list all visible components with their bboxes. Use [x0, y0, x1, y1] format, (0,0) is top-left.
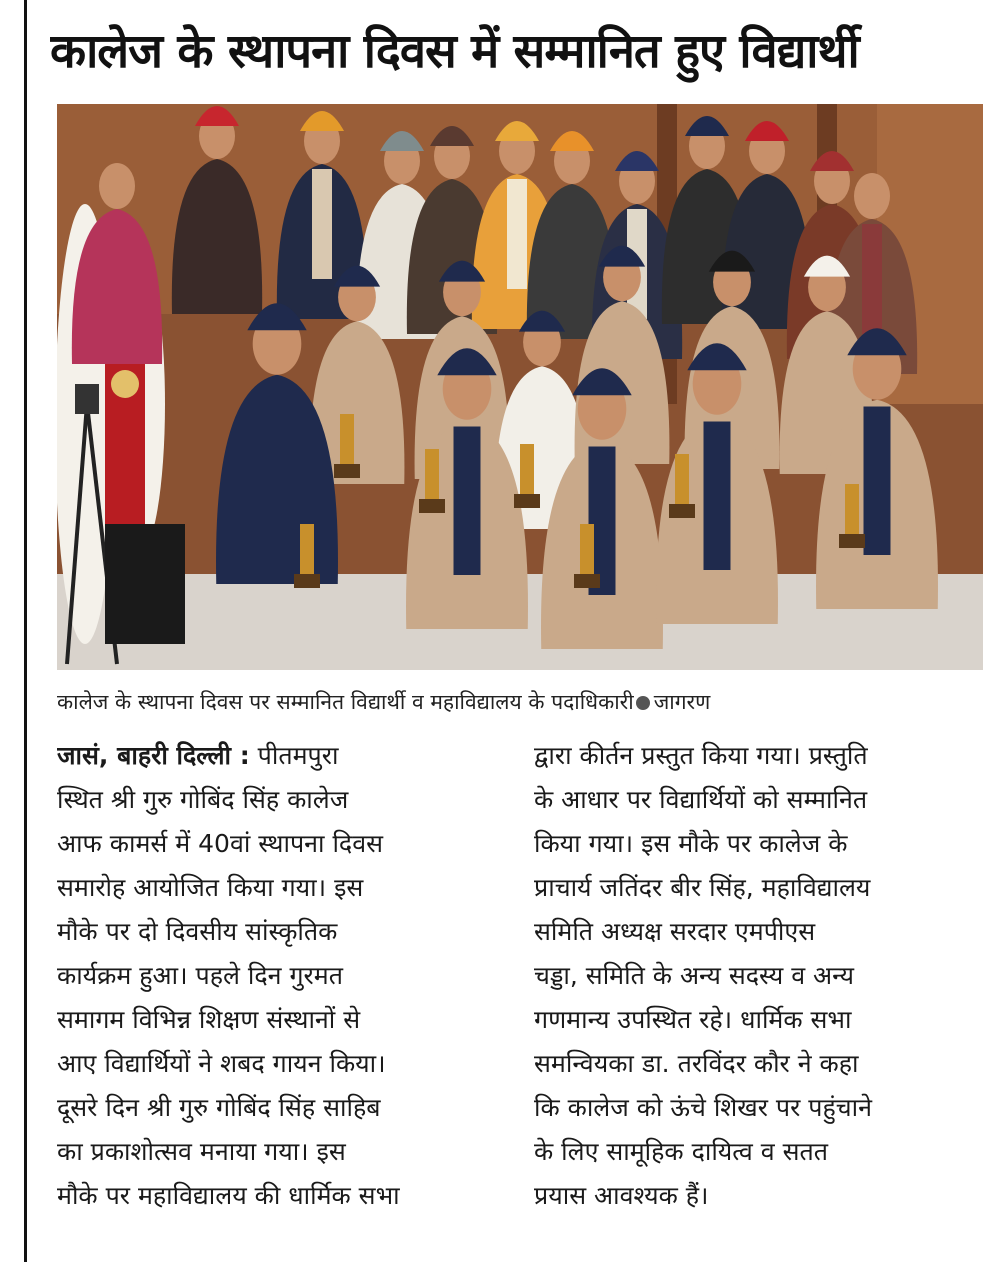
article-line: के लिए सामूहिक दायित्व व सतत	[534, 1137, 829, 1166]
article-line: के आधार पर विद्यार्थियों को सम्मानित	[534, 785, 868, 814]
caption-text: कालेज के स्थापना दिवस पर सम्मानित विद्यार्थी व महाविद्यालय के पदाधिकारी	[57, 690, 634, 714]
article-line: स्थित श्री गुरु गोबिंद सिंह कालेज	[57, 785, 349, 814]
article-line: समन्वियका डा. तरविंदर कौर ने कहा	[534, 1049, 859, 1078]
article-line: आफ कामर्स में 40वां स्थापना दिवस	[57, 829, 383, 858]
news-photo	[57, 104, 983, 670]
headline: कालेज के स्थापना दिवस में सम्मानित हुए विद्यार्थी	[50, 24, 859, 79]
article-line: समारोह आयोजित किया गया। इस	[57, 873, 364, 902]
article-line: चड्डा, समिति के अन्य सदस्य व अन्य	[534, 961, 855, 990]
article-line: प्राचार्य जतिंदर बीर सिंह, महाविद्यालय	[534, 873, 871, 902]
article-line: गणमान्य उपस्थित रहे। धार्मिक सभा	[534, 1005, 852, 1034]
article-line: समिति अध्यक्ष सरदार एमपीएस	[534, 917, 816, 946]
group-photo-students-with-trophies-icon	[57, 104, 983, 670]
article-line: कि कालेज को ऊंचे शिखर पर पहुंचाने	[534, 1093, 872, 1122]
article-line: मौके पर दो दिवसीय सांस्कृतिक	[57, 917, 338, 946]
column-rule	[24, 0, 27, 1262]
article-line: प्रयास आवश्यक हैं।	[534, 1181, 709, 1210]
dateline: जासं, बाहरी दिल्ली :	[57, 741, 250, 770]
bullet-dot-icon	[636, 696, 650, 710]
article-line: समागम विभिन्न शिक्षण संस्थानों से	[57, 1005, 361, 1034]
article-column-left	[57, 734, 515, 1264]
article-line	[57, 734, 515, 778]
photo-caption	[57, 682, 983, 722]
article-line: आए विद्यार्थियों ने शबद गायन किया।	[57, 1049, 386, 1078]
article-line: किया गया। इस मौके पर कालेज के	[534, 829, 848, 858]
article-line: कार्यक्रम हुआ। पहले दिन गुरमत	[57, 961, 343, 990]
article-line-text: पीतमपुरा	[257, 741, 339, 770]
article-line: दूसरे दिन श्री गुरु गोबिंद सिंह साहिब	[57, 1093, 381, 1122]
article-column-right	[534, 734, 974, 1264]
article-line: मौके पर महाविद्यालय की धार्मिक सभा	[57, 1181, 400, 1210]
article-line: का प्रकाशोत्सव मनाया गया। इस	[57, 1137, 346, 1166]
article-line: द्वारा कीर्तन प्रस्तुत किया गया। प्रस्तुति	[534, 741, 868, 770]
caption-credit: जागरण	[653, 690, 711, 714]
